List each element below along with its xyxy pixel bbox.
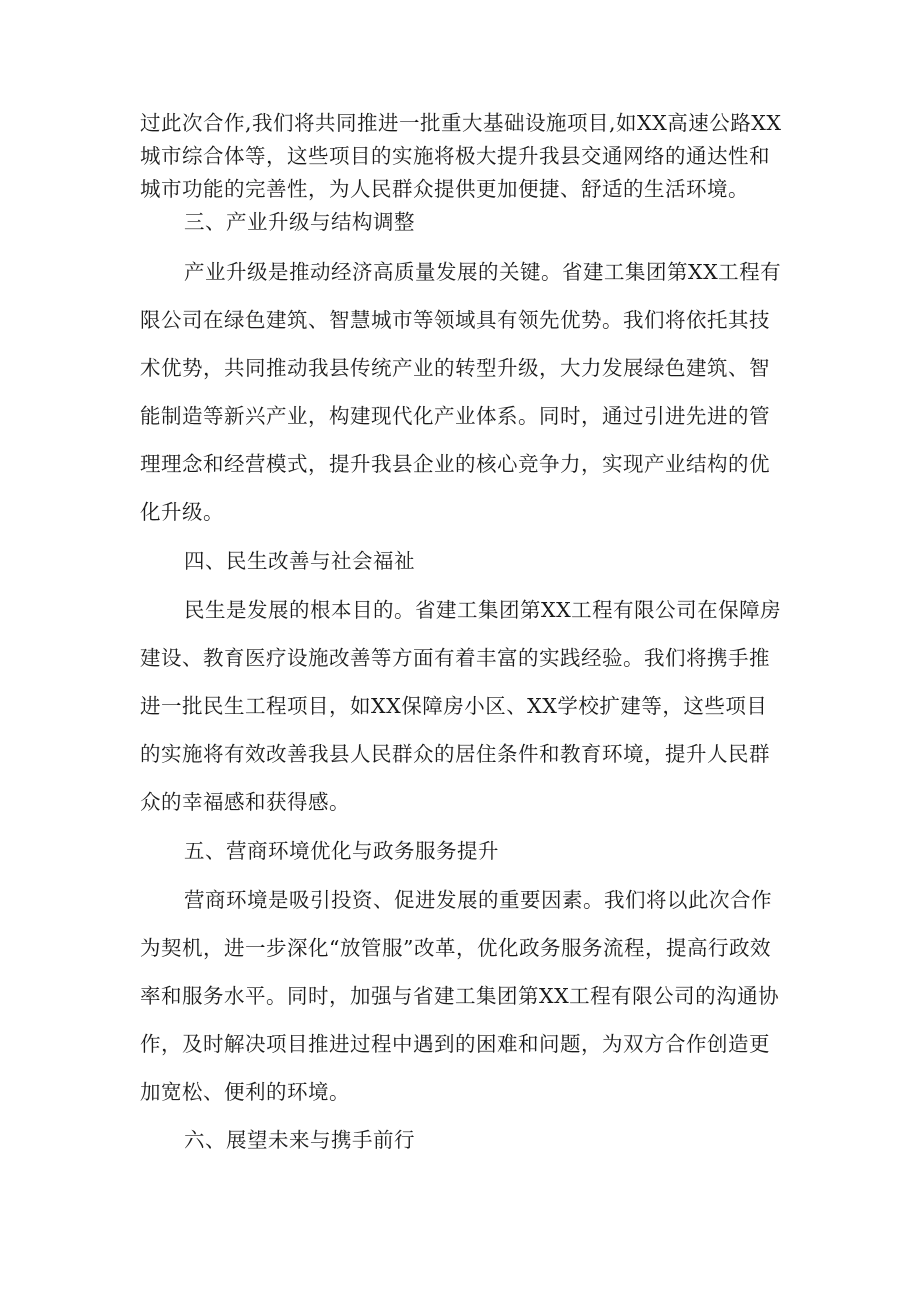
intro-paragraph: 过此次合作,我们将共同推进一批重大基础设施项目,如XX高速公路XX城市综合体等，这些项目的实施将极大提升我县交通网络的通达性和城市功能的完善性，为人民群众提供更加便捷、舒适的生活环境。 bbox=[140, 111, 782, 201]
section-5-body: 营商环境是吸引投资、促进发展的重要因素。我们将以此次合作为契机，进一步深化“放管服”改革，优化政务服务流程，提高行政效率和服务水平。同时，加强与省建工集团第XX工程有限公司的沟通协作，及时解决项目推进过程中遇到的困难和问题，为双方合作创造更加宽松、便利的环境。 bbox=[140, 888, 780, 1104]
section-5-heading: 五、营商环境优化与政务服务提升 bbox=[184, 839, 499, 863]
section-4-heading: 四、民生改善与社会福祉 bbox=[184, 549, 415, 573]
section-6-heading: 六、展望未来与携手前行 bbox=[184, 1128, 415, 1152]
section-4-body: 民生是发展的根本目的。省建工集团第XX工程有限公司在保障房建设、教育医疗设施改善等方面有着丰富的实践经验。我们将携手推进一批民生工程项目，如XX保障房小区、XX学校扩建等，这些项目的实施将有效改善我县人民群众的居住条件和教育环境，提升人民群众的幸福感和获得感。 bbox=[140, 598, 782, 814]
section-3-body: 产业升级是推动经济高质量发展的关键。省建工集团第XX工程有限公司在绿色建筑、智慧城市等领域具有领先优势。我们将依托其技术优势，共同推动我县传统产业的转型升级，大力发展绿色建筑、智能制造等新兴产业，构建现代化产业体系。同时，通过引进先进的管理理念和经营模式，提升我县企业的核心竞争力，实现产业结构的优化升级。 bbox=[140, 260, 782, 524]
section-3-heading: 三、产业升级与结构调整 bbox=[184, 210, 415, 234]
